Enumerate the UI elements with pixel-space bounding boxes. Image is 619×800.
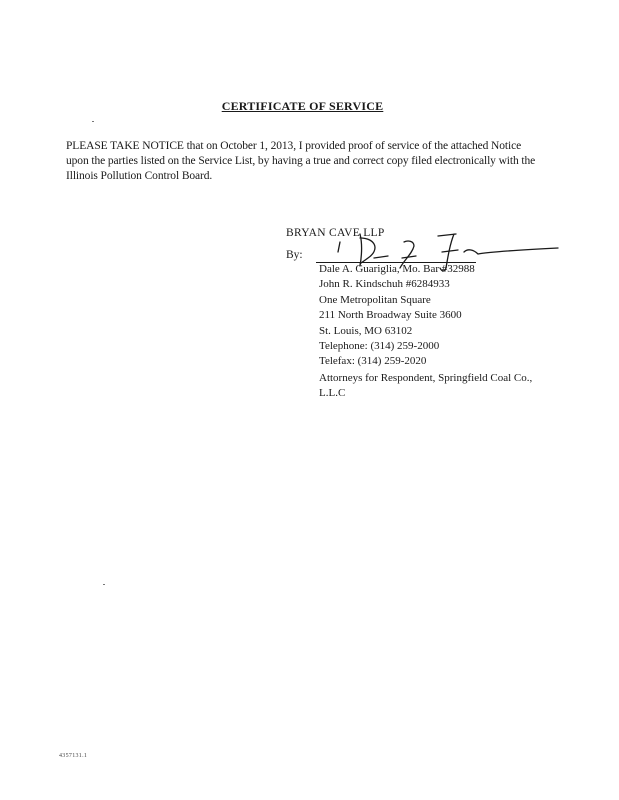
- certificate-title: CERTIFICATE OF SERVICE: [221, 99, 384, 113]
- address-line: 211 North Broadway Suite 3600: [319, 309, 462, 322]
- address-line: St. Louis, MO 63102: [319, 324, 413, 337]
- notice-paragraph: PLEASE TAKE NOTICE that on October 1, 2013, I provided proof of service of the attached Notice upon the parties listed on the Service List, by having a true and correct copy filed electronically with the Illinois Pollution Control Board.: [66, 140, 536, 182]
- scan-speck: [103, 584, 105, 585]
- telephone-line: Telephone: (314) 259-2000: [319, 340, 440, 353]
- by-label: By:: [286, 249, 303, 261]
- telefax-line: Telefax: (314) 259-2020: [319, 355, 427, 368]
- attorneys-for-respondent: Attorneys for Respondent, Springfield Coal Co., L.L.C: [319, 372, 533, 400]
- signature-block: [319, 262, 475, 370]
- attorney-name-line: John R. Kindschuh #6284933: [319, 278, 450, 291]
- attorney-name-line: Dale A. Guariglia, Mo. Bar #32988: [319, 263, 475, 275]
- document-id-footer: 4357131.1: [59, 753, 88, 759]
- address-line: One Metropolitan Square: [319, 293, 431, 306]
- scan-speck: [92, 121, 94, 122]
- firm-name: BRYAN CAVE LLP: [286, 227, 385, 239]
